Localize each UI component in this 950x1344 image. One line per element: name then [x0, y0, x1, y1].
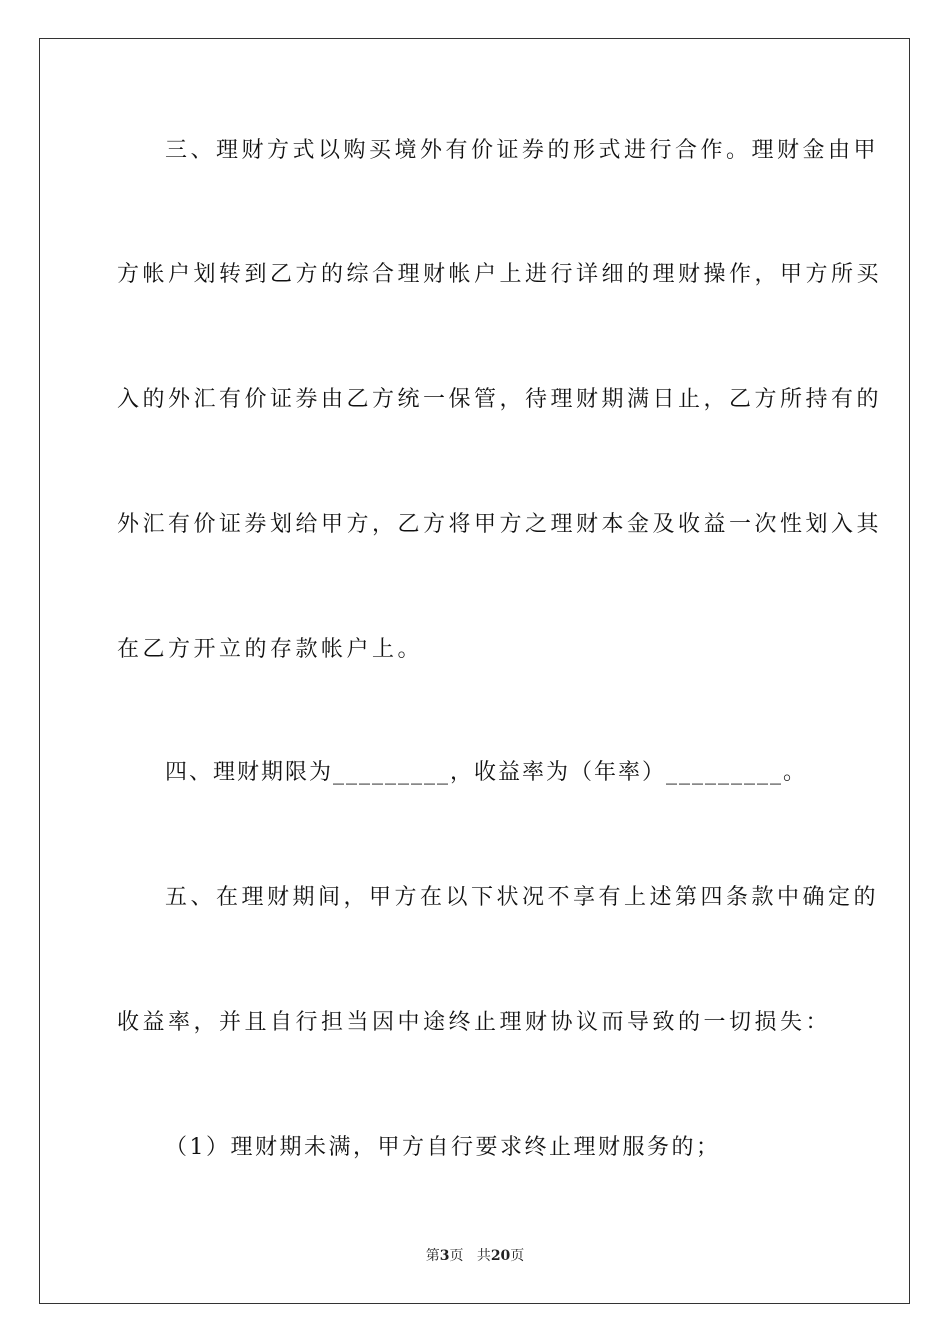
paragraph-3-line-2: 方帐户划转到乙方的综合理财帐户上进行详细的理财操作，甲方所买: [117, 262, 883, 287]
page-suffix: 页: [449, 1248, 464, 1264]
list-item-1: （1）理财期未满，甲方自行要求终止理财服务的；: [165, 1135, 721, 1160]
paragraph-4-line-1: 四、理财期限为_________，收益率为（年率）_________。: [165, 760, 808, 785]
paragraph-3-line-3: 入的外汇有价证券由乙方统一保管，待理财期满日止，乙方所持有的: [117, 387, 883, 412]
page-number: 3: [439, 1248, 450, 1264]
paragraph-5-line-1: 五、在理财期间，甲方在以下状况不享有上述第四条款中确定的: [165, 885, 880, 910]
page-prefix: 第: [425, 1248, 440, 1264]
total-prefix: 共: [476, 1248, 491, 1264]
page-border: [39, 38, 910, 1304]
paragraph-3-line-1: 三、理财方式以购买境外有价证券的形式进行合作。理财金由甲: [165, 138, 880, 163]
paragraph-3-line-5: 在乙方开立的存款帐户上。: [117, 637, 424, 662]
page-footer: [0, 1246, 950, 1266]
total-pages: 20: [490, 1248, 511, 1264]
paragraph-3-line-4: 外汇有价证券划给甲方，乙方将甲方之理财本金及收益一次性划入其: [117, 512, 883, 537]
total-suffix: 页: [510, 1248, 525, 1264]
paragraph-5-line-2: 收益率，并且自行担当因中途终止理财协议而导致的一切损失：: [117, 1010, 832, 1035]
